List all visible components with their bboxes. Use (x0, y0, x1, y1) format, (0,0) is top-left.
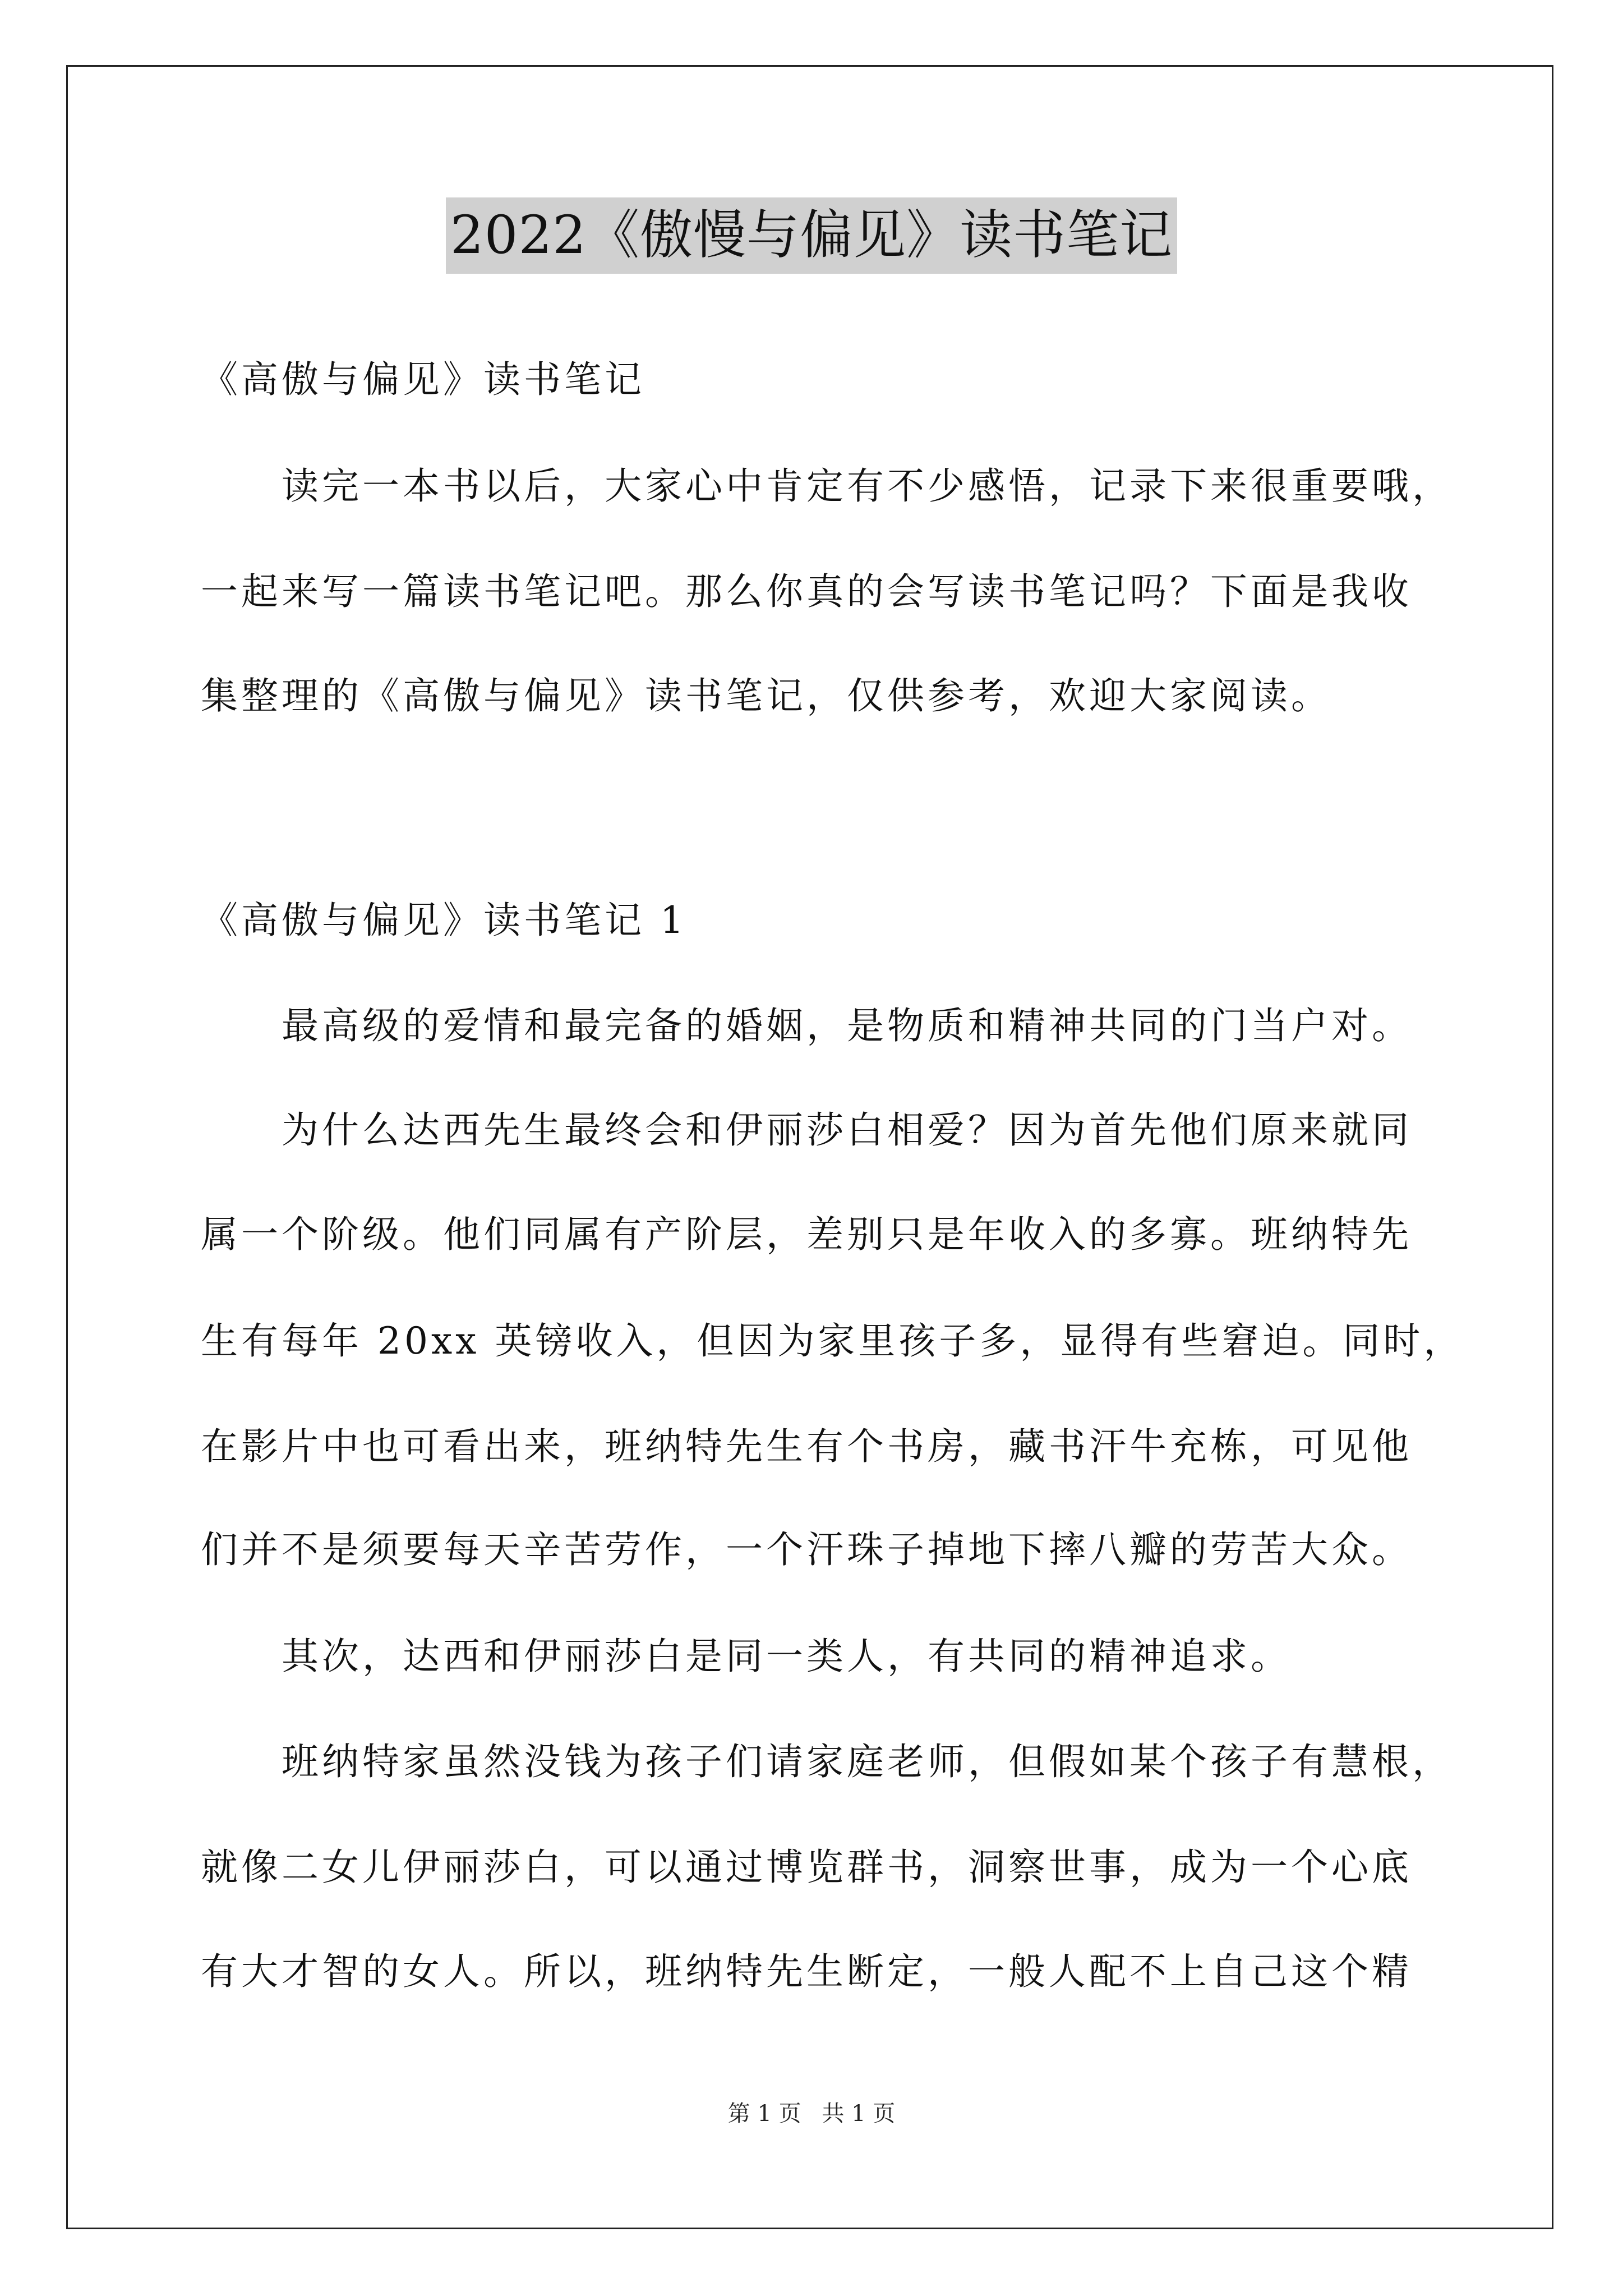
title-container (0, 197, 1623, 274)
document-title: 2022《傲慢与偏见》读书笔记 (446, 197, 1177, 274)
paragraph-line: 有大才智的女人。所以，班纳特先生断定，一般人配不上自己这个精 (201, 1950, 1412, 1993)
paragraph-line: 读完一本书以后，大家心中肯定有不少感悟，记录下来很重要哦， (282, 464, 1453, 508)
paragraph-line: 属一个阶级。他们同属有产阶层，差别只是年收入的多寡。班纳特先 (201, 1213, 1412, 1256)
paragraph-line: 最高级的爱情和最完备的婚姻，是物质和精神共同的门当户对。 (282, 1004, 1412, 1047)
paragraph-line: 生有每年 20xx 英镑收入，但因为家里孩子多，显得有些窘迫。同时， (201, 1319, 1464, 1363)
paragraph-line: 就像二女儿伊丽莎白，可以通过博览群书，洞察世事，成为一个心底 (201, 1846, 1412, 1889)
paragraph-line: 为什么达西先生最终会和伊丽莎白相爱？因为首先他们原来就同 (282, 1108, 1412, 1152)
paragraph-line: 们并不是须要每天辛苦劳作，一个汗珠子掉地下摔八瓣的劳苦大众。 (201, 1528, 1412, 1571)
paragraph-line: 集整理的《高傲与偏见》读书笔记，仅供参考，欢迎大家阅读。 (201, 674, 1331, 717)
page-footer (0, 2097, 1623, 2131)
paragraph-line: 其次，达西和伊丽莎白是同一类人，有共同的精神追求。 (282, 1635, 1291, 1678)
paragraph-line: 在影片中也可看出来，班纳特先生有个书房，藏书汗牛充栋，可见他 (201, 1425, 1412, 1468)
paragraph-line: 一起来写一篇读书笔记吧。那么你真的会写读书笔记吗？下面是我收 (201, 570, 1412, 613)
page-total: 共 1 页 (822, 2101, 896, 2127)
section-heading: 《高傲与偏见》读书笔记 1 (201, 899, 687, 942)
page-number: 第 1 页 (727, 2101, 801, 2127)
section-heading: 《高傲与偏见》读书笔记 (201, 358, 645, 401)
paragraph-line: 班纳特家虽然没钱为孩子们请家庭老师，但假如某个孩子有慧根， (282, 1740, 1453, 1783)
